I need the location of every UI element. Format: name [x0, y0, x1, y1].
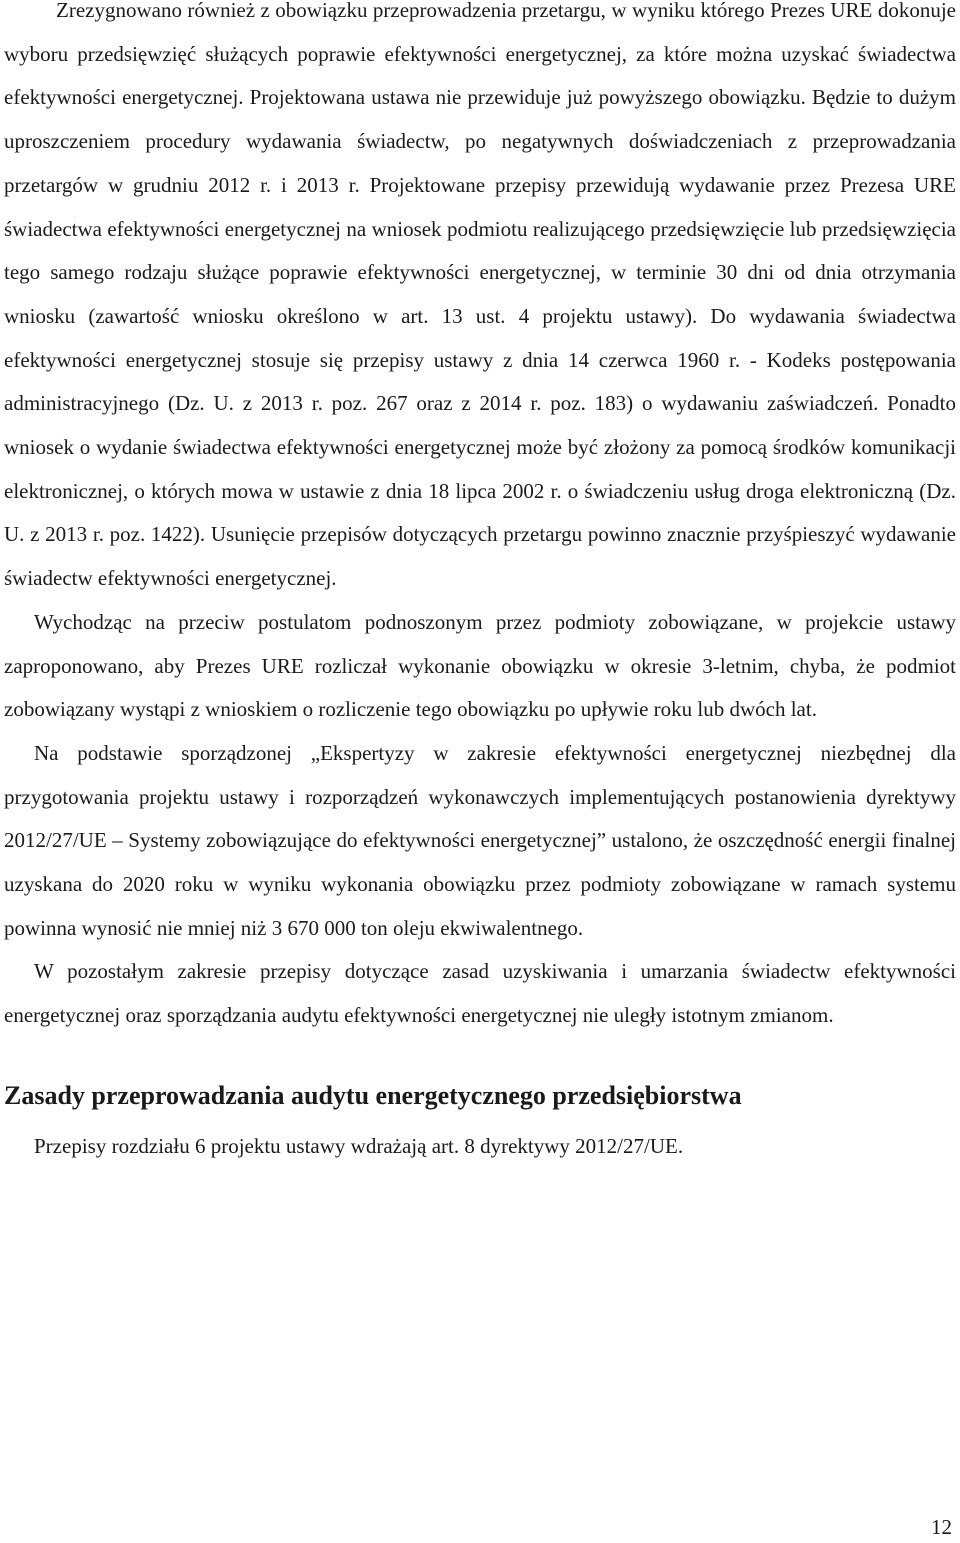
paragraph-other-provisions: W pozostałym zakresie przepisy dotyczące zasad uzyskiwania i umarzania świadectw efektywności energetycznej oraz sporządzania audytu efektywności energetycznej nie uległy istotnym zmianom. — [4, 959, 956, 1028]
paragraph-settlement-period: Wychodząc na przeciw postulatom podnoszonym przez podmioty zobowiązane, w projekcie ustawy zaproponowano, aby Prezes URE rozliczał wykonanie obowiązku w okresie 3-letnim, chyba, że podmiot zobowiązany wystąpi z wnioskiem o rozliczenie tego obowiązku po upływie roku lub dwóch lat. — [4, 609, 956, 722]
section-heading: Zasady przeprowadzania audytu energetycznego przedsiębiorstwa — [4, 1080, 742, 1110]
page-number: 12 — [931, 1515, 952, 1539]
document-page — [4, 0, 956, 1168]
paragraph-certificates-procedure: Zrezygnowano również z obowiązku przeprowadzenia przetargu, w wyniku którego Prezes URE dokonuje wyboru przedsięwzięć służących poprawie efektywności energetycznej, za które można uzyskać świadectwa efektywności energetycznej. Projektowana ustawa nie przewiduje już powyższego obowiązku. Będzie to dużym uproszczeniem procedury wydawania świadectw, po negatywnych doświadczeniach z przeprowadzania przetargów w grudniu 2012 r. i 2013 r. Projektowane przepisy przewidują wydawanie przez Prezesa URE świadectwa efektywności energetycznej na wniosek podmiotu realizującego przedsięwzięcie lub przedsięwzięcia tego samego rodzaju służące poprawie efektywności energetycznej, w terminie 30 dni od dnia otrzymania wniosku (zawartość wniosku określono w art. 13 ust. 4 projektu ustawy). Do wydawania świadectwa efektywności energetycznej stosuje się przepisy ustawy z dnia 14 czerwca 1960 r. - Kodeks postępowania administracyjnego (Dz. U. z 2013 r. poz. 267 oraz z 2014 r. poz. 183) o wydawaniu zaświadczeń. Ponadto wniosek o wydanie świadectwa efektywności energetycznej może być złożony za pomocą środków komunikacji elektronicznej, o których mowa w ustawie z dnia 18 lipca 2002 r. o świadczeniu usług droga elektroniczną (Dz. U. z 2013 r. poz. 1422). Usunięcie przepisów dotyczących przetargu powinno znacznie przyśpieszyć wydawanie świadectw efektywności energetycznej. — [4, 0, 956, 591]
paragraph-energy-savings-target: Na podstawie sporządzonej „Ekspertyzy w zakresie efektywności energetycznej niezbędnej dla przygotowania projektu ustawy i rozporządzeń wykonawczych implementujących postanowienia dyrektywy 2012/27/UE – Systemy zobowiązujące do efektywności energetycznej” ustalono, że oszczędność energii finalnej uzyskana do 2020 roku w wyniku wykonania obowiązku przez podmioty zobowiązane w ramach systemu powinna wynosić nie mniej niż 3 670 000 ton oleju ekwiwalentnego. — [4, 740, 956, 940]
section-paragraph: Przepisy rozdziału 6 projektu ustawy wdrażają art. 8 dyrektywy 2012/27/UE. — [34, 1133, 684, 1158]
